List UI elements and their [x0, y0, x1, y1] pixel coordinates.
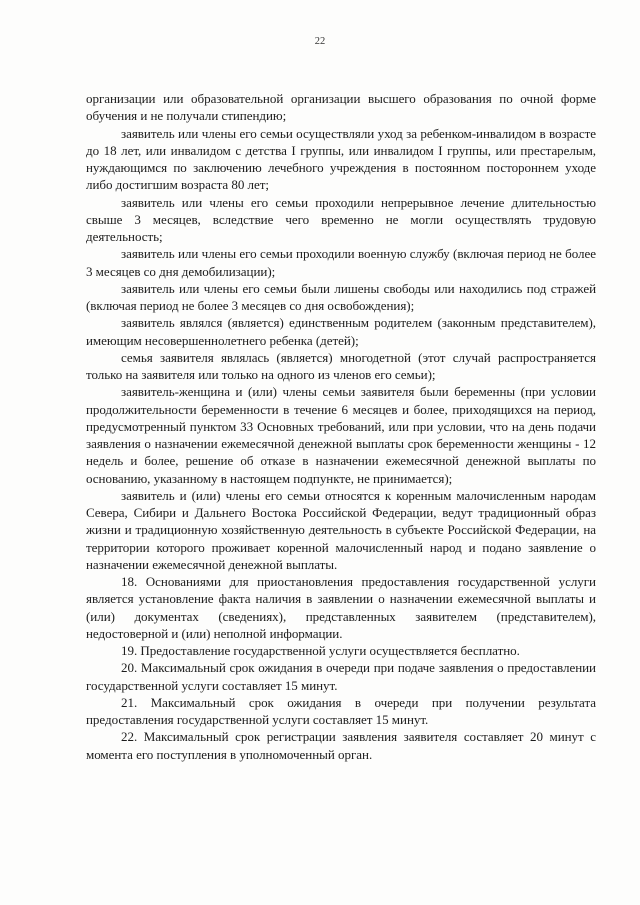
paragraph-single-parent: заявитель являлся (является) единственным родителем (законным представителем), имеющим несовершеннолетнего ребенка (детей);: [86, 315, 596, 348]
paragraph-item-20: 20. Максимальный срок ожидания в очереди при подаче заявления о предоставлении государственной услуги составляет 15 минут.: [86, 660, 596, 693]
paragraph-imprisonment: заявитель или члены его семьи были лишены свободы или находились под стражей (включая период не более 3 месяцев со дня освобождения);: [86, 280, 596, 313]
document-body: [86, 90, 596, 763]
paragraph-continuation: организации или образовательной организации высшего образования по очной форме обучения и не получали стипендию;: [86, 91, 596, 124]
paragraph-medical-treatment: заявитель или члены его семьи проходили непрерывное лечение длительностью свыше 3 месяцев, вследствие чего временно не могли осуществлять трудовую деятельность;: [86, 194, 596, 244]
paragraph-military-service: заявитель или члены его семьи проходили военную службу (включая период не более 3 месяцев со дня демобилизации);: [86, 246, 596, 279]
paragraph-item-18: 18. Основаниями для приостановления предоставления государственной услуги является установление факта наличия в заявлении о назначении ежемесячной выплаты и (или) документах (сведениях), представленных заявителем (представителем), недостоверной и (или) неполной информации.: [86, 574, 596, 641]
paragraph-large-family: семья заявителя являлась (является) многодетной (этот случай распространяется только на заявителя или только на одного из членов его семьи);: [86, 349, 596, 382]
paragraph-pregnancy: заявитель-женщина и (или) члены семьи заявителя были беременны (при условии продолжительности беременности в течение 6 месяцев и более, приходящихся на период, предусмотренный пунктом 33 Основных требований, или при условии, что на день подачи заявления о назначении ежемесячной денежной выплаты срок беременности женщины - 12 недель и более, решение об отказе в назначении ежемесячной денежной выплаты по основанию, указанному в настоящем подпункте, не принимается);: [86, 384, 596, 486]
page-number: 22: [314, 36, 326, 47]
paragraph-item-21: 21. Максимальный срок ожидания в очереди при получении результата предоставления государственной услуги составляет 15 минут.: [86, 694, 596, 727]
paragraph-child-care: заявитель или члены его семьи осуществляли уход за ребенком-инвалидом в возрасте до 18 лет, или инвалидом с детства I группы, или инвалидом I группы, или престарелым, нуждающимся по заключению лечебного учреждения в постоянном постороннем уходе либо достигшим возраста 80 лет;: [86, 125, 596, 193]
paragraph-item-22: 22. Максимальный срок регистрации заявления заявителя составляет 20 минут с момента его поступления в уполномоченный орган.: [86, 729, 596, 762]
paragraph-item-19: 19. Предоставление государственной услуги осуществляется бесплатно.: [121, 643, 520, 658]
paragraph-indigenous-peoples: заявитель и (или) члены его семьи относятся к коренным малочисленным народам Севера, Сибири и Дальнего Востока Российской Федерации, ведут традиционный образ жизни и традиционную хозяйственную деятельность в субъекте Российской Федерации, на территории которого проживает коренной малочисленный народ и подано заявление о назначении ежемесячной денежной выплаты.: [86, 487, 596, 572]
